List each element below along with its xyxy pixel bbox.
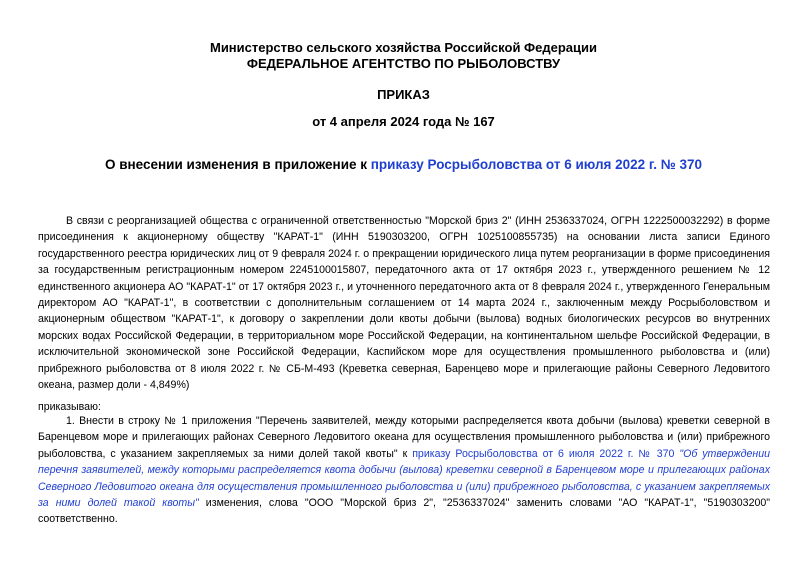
item-1-order-link[interactable]: приказу Росрыболовства от 6 июля 2022 г. № 370 bbox=[412, 447, 675, 460]
title-prefix: О внесении изменения в приложение к bbox=[104, 157, 371, 172]
ministry-name: Министерство сельского хозяйства Российской Федерации bbox=[209, 40, 597, 55]
item-1-paragraph bbox=[38, 413, 770, 528]
agency-name: ФЕДЕРАЛЬНОЕ АГЕНТСТВО ПО РЫБОЛОВСТВУ bbox=[246, 56, 561, 71]
document-title bbox=[0, 157, 807, 173]
document-type: ПРИКАЗ bbox=[377, 87, 430, 102]
order-word: приказываю: bbox=[38, 401, 101, 413]
document-date-number: от 4 апреля 2024 года № 167 bbox=[312, 114, 495, 129]
title-order-link[interactable]: приказу Росрыболовства от 6 июля 2022 г. № 370 bbox=[370, 157, 703, 172]
item-1-order-title-link[interactable]: "Об утверждении перечня заявителей, между которыми распределяется квота добычи (вылова) креветки северной в Баренцевом море и прилегающих районах Северного Ледовитого океана для осуществления промышленного рыболовства и (или) прибрежного рыболовства, с указанием закрепляемых за ними долей такой квоты" bbox=[38, 447, 770, 510]
item-1-text-end: изменения, слова "ООО "Морской бриз 2", "2536337024" заменить словами "АО "КАРАТ-1", "5190303200" соответственно. bbox=[38, 497, 770, 526]
item-1-text-start: 1. Внести в строку № 1 приложения "Перечень заявителей, между которыми распределяется квота добычи (вылова) креветки северной в Баренцевом море и прилегающих районах Северного Ледовитого океана для осуществления промышленного рыболовства и (или) прибрежного рыболовства, с указанием закрепляемых за ними долей такой квоты" к bbox=[38, 415, 770, 460]
preamble-paragraph: В связи с реорганизацией общества с ограниченной ответственностью "Морской бриз 2" (ИНН 2536337024, ОГРН 1222500032292) в форме присоединения к акционерному обществу "КАРАТ-1" (ИНН 5190303200, ОГРН 1025100855735) на основании листа записи Единого государственного реестра юридических лиц от 9 февраля 2024 г. о прекращении юридического лица путем реорганизации в форме присоединения за государственным регистрационным номером 2245100015807, передаточного акта от 17 октября 2023 г., утвержденного решением № 12 единственного акционера АО "КАРАТ-1" от 17 октября 2023 г., и уточненного передаточного акта от 8 февраля 2024 г., утвержденного Генеральным директором АО "КАРАТ-1", в соответствии с дополнительным соглашением от 14 марта 2024 г., заключенным между Росрыболовством и акционерным обществом "КАРАТ-1", к договору о закреплении доли квоты добычи (вылова) водных биологических ресурсов во внутренних морских водах Российской Федерации, в территориальном море Российской Федерации, на континентальном шельфе Российской Федерации, в исключительной экономической зоне Российской Федерации, Каспийском море для осуществления промышленного рыболовства и (или) прибрежного рыболовства от 8 июля 2022 г. № СБ-М-493 (Креветка северная, Баренцево море и прилегающие районы Северного Ледовитого океана, размер доли - 4,849%) bbox=[38, 215, 770, 392]
